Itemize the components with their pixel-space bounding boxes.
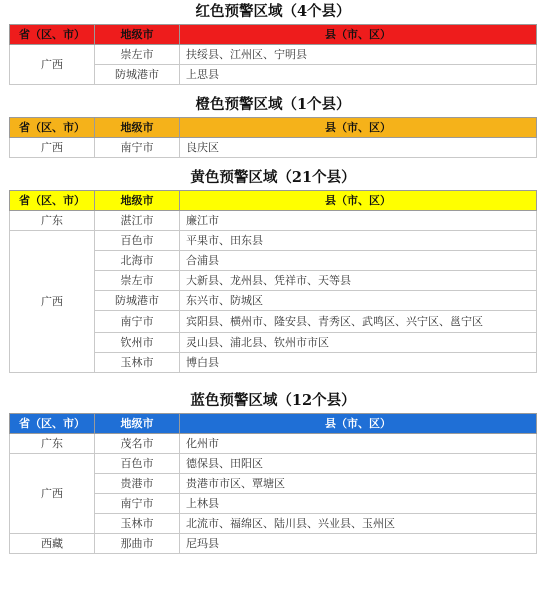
counties-cell: 上思县 [180,65,537,85]
city-cell: 南宁市 [95,138,180,158]
city-cell: 百色市 [95,454,180,474]
header-province: 省（区、市） [10,414,95,434]
warning-table [9,24,537,85]
city-cell: 玉林市 [95,353,180,373]
counties-cell: 贵港市市区、覃塘区 [180,474,537,494]
section-red [9,0,537,85]
counties-cell: 尼玛县 [180,534,537,554]
province-cell: 西藏 [10,534,95,554]
counties-cell: 大新县、龙州县、凭祥市、天等县 [180,271,537,291]
warning-table [9,190,537,373]
table-header-row [10,191,537,211]
section-yellow [9,166,537,373]
table-header-row [10,25,537,45]
counties-cell: 博白县 [180,353,537,373]
city-cell: 湛江市 [95,211,180,231]
header-province: 省（区、市） [10,191,95,211]
header-county: 县（市、区） [180,414,537,434]
section-blue [9,389,537,554]
header-city: 地级市 [95,414,180,434]
city-cell: 崇左市 [95,271,180,291]
city-cell: 崇左市 [95,45,180,65]
table-row [10,45,537,65]
header-province: 省（区、市） [10,118,95,138]
header-county: 县（市、区） [180,191,537,211]
warning-table [9,117,537,158]
section-title: 橙色预警区域（1个县） [195,96,351,113]
counties-cell: 北流市、福绵区、陆川县、兴业县、玉州区 [180,514,537,534]
counties-cell: 灵山县、浦北县、钦州市市区 [180,333,537,353]
table-row [10,231,537,251]
province-cell: 广西 [10,138,95,158]
city-cell: 北海市 [95,251,180,271]
counties-cell: 廉江市 [180,211,537,231]
counties-cell: 德保县、田阳区 [180,454,537,474]
city-cell: 贵港市 [95,474,180,494]
counties-cell: 扶绥县、江州区、宁明县 [180,45,537,65]
header-county: 县（市、区） [180,118,537,138]
header-city: 地级市 [95,191,180,211]
section-title: 蓝色预警区域（12个县） [190,392,356,409]
province-cell: 广西 [10,45,95,85]
header-province: 省（区、市） [10,25,95,45]
province-cell: 广西 [10,454,95,534]
counties-cell: 化州市 [180,434,537,454]
table-header-row [10,414,537,434]
counties-cell: 东兴市、防城区 [180,291,537,311]
province-cell: 广东 [10,434,95,454]
city-cell: 百色市 [95,231,180,251]
city-cell: 南宁市 [95,494,180,514]
city-cell: 茂名市 [95,434,180,454]
counties-cell: 平果市、田东县 [180,231,537,251]
counties-cell: 合浦县 [180,251,537,271]
counties-cell: 宾阳县、横州市、隆安县、青秀区、武鸣区、兴宁区、邕宁区 [180,311,537,333]
counties-cell: 良庆区 [180,138,537,158]
province-cell: 广东 [10,211,95,231]
header-city: 地级市 [95,118,180,138]
table-header-row [10,118,537,138]
table-row [10,434,537,454]
warning-areas-document [9,0,537,554]
header-city: 地级市 [95,25,180,45]
section-orange [9,93,537,158]
city-cell: 防城港市 [95,65,180,85]
table-row [10,454,537,474]
table-row [10,534,537,554]
header-county: 县（市、区） [180,25,537,45]
section-title: 黄色预警区域（21个县） [190,169,356,186]
counties-cell: 上林县 [180,494,537,514]
city-cell: 防城港市 [95,291,180,311]
city-cell: 钦州市 [95,333,180,353]
table-row [10,211,537,231]
city-cell: 那曲市 [95,534,180,554]
city-cell: 玉林市 [95,514,180,534]
city-cell: 南宁市 [95,311,180,333]
warning-table [9,413,537,554]
section-title: 红色预警区域（4个县） [195,3,351,20]
table-row [10,138,537,158]
province-cell: 广西 [10,231,95,373]
